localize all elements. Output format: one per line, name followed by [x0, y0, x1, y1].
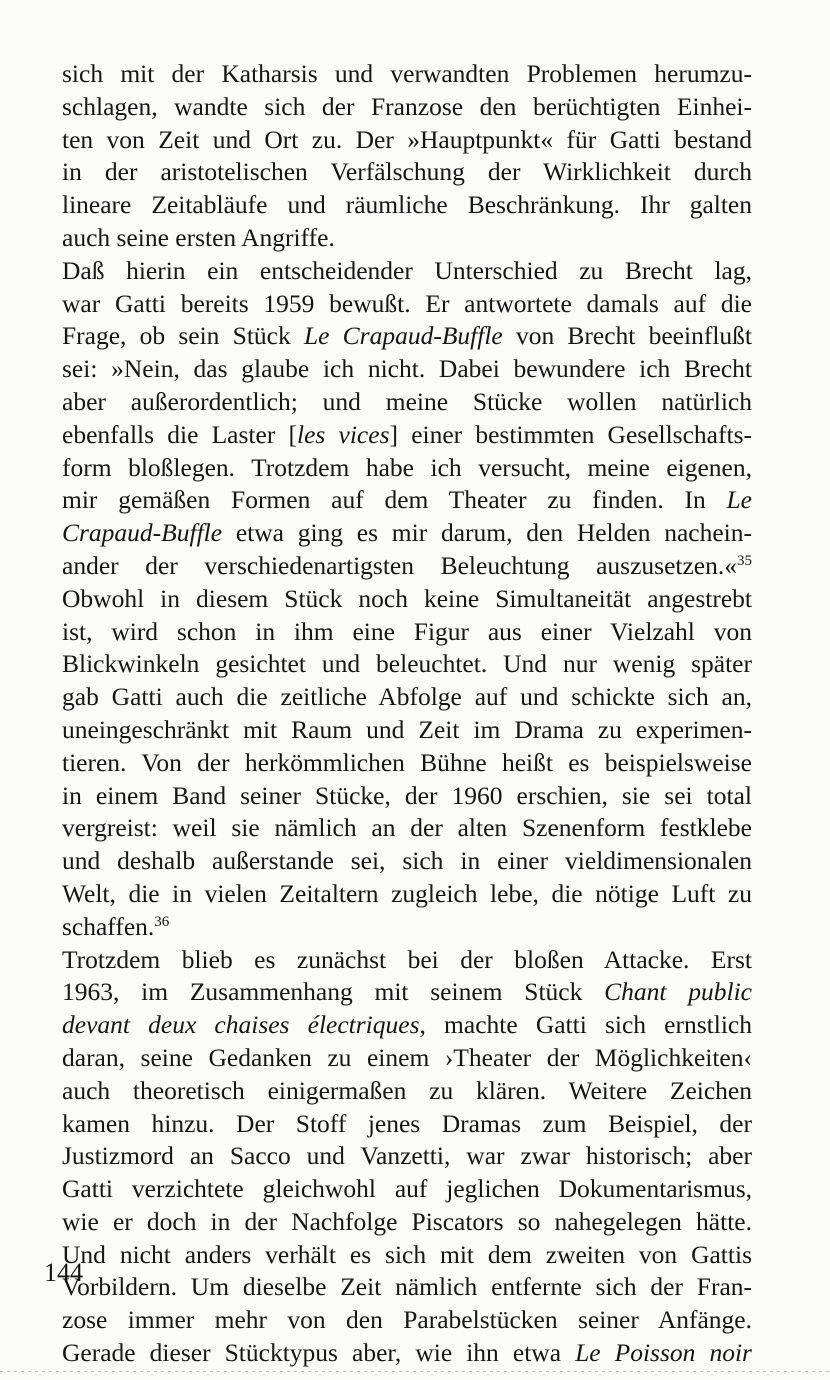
text-line: wie er doch in der Nachfolge Piscators so nahegelegen hätte.	[62, 1206, 752, 1236]
work-title: Le Poisson noir	[575, 1338, 752, 1368]
page-edge-divider	[0, 1371, 830, 1372]
text-line: gab Gatti auch die zeitliche Abfolge auf und schickte sich an,	[62, 682, 752, 712]
text-line: Vorbildern. Um dieselbe Zeit nämlich entfernte sich der Fran-	[62, 1272, 752, 1302]
text-line: Und nicht anders verhält es sich mit dem zweiten von Gattis	[62, 1239, 752, 1269]
text-line: Trotzdem blieb es zunächst bei der bloßen Attacke. Erst	[62, 944, 752, 974]
text-line	[62, 550, 752, 583]
text-run: 1963, im Zusammenhang mit seinem Stück	[62, 977, 605, 1007]
text-run: Frage, ob sein Stück	[62, 321, 304, 351]
work-title: Chant public	[604, 977, 752, 1007]
text-line: tieren. Von der herkömmlichen Bühne heißt es beispielsweise	[62, 747, 752, 777]
text-line: auch seine ersten Angriffe.	[62, 222, 335, 252]
page-number: 144	[44, 1258, 83, 1287]
text-run: ander der verschiedenartigsten Beleuchtung auszusetzen.«	[62, 550, 737, 580]
text-line	[62, 517, 752, 550]
text-line	[62, 976, 752, 1009]
text-run: , machte Gatti sich ernstlich	[419, 1010, 752, 1040]
text-line: Welt, die in vielen Zeitaltern zugleich lebe, die nötige Luft zu	[62, 878, 752, 908]
text-line: aber außerordentlich; und meine Stücke wollen natürlich	[62, 386, 752, 416]
text-line: Blickwinkeln gesichtet und beleuchtet. Und nur wenig später	[62, 649, 752, 679]
work-title: Le	[726, 485, 752, 515]
text-line: daran, seine Gedanken zu einem ›Theater der Möglichkeiten‹	[62, 1042, 752, 1072]
text-line: form bloßlegen. Trotzdem habe ich versucht, meine eigenen,	[62, 452, 752, 482]
text-line	[62, 419, 752, 452]
text-run: mir gemäßen Formen auf dem Theater zu finden. In	[62, 485, 727, 515]
text-line: und deshalb außerstande sei, sich in einer vieldimensionalen	[62, 846, 752, 876]
text-line: Gatti verzichtete gleichwohl auf jeglichen Dokumentarismus,	[62, 1174, 752, 1204]
text-line: ten von Zeit und Ort zu. Der »Hauptpunkt« für Gatti bestand	[62, 124, 752, 154]
text-line: in der aristotelischen Verfälschung der Wirklichkeit durch	[62, 157, 752, 187]
text-line: ist, wird schon in ihm eine Figur aus einer Vielzahl von	[62, 616, 752, 646]
text-line	[62, 1009, 752, 1042]
text-line: war Gatti bereits 1959 bewußt. Er antwortete damals auf die	[62, 288, 752, 318]
paragraph-2	[62, 255, 752, 944]
text-run: ebenfalls die Laster [	[62, 419, 297, 449]
text-run: schaffen.	[62, 911, 155, 941]
text-line: Justizmord an Sacco und Vanzetti, war zwar historisch; aber	[62, 1141, 752, 1171]
paragraph-3	[62, 944, 752, 1370]
paragraph-1	[62, 58, 752, 255]
text-line: Obwohl in diesem Stück noch keine Simultaneität angestrebt	[62, 583, 752, 613]
text-run: Gerade dieser Stücktypus aber, wie ihn etwa	[62, 1338, 576, 1368]
work-title: Crapaud-Buffle	[62, 518, 223, 548]
footnote-marker: 36	[154, 913, 170, 930]
text-line: sei: »Nein, das glaube ich nicht. Dabei bewundere ich Brecht	[62, 354, 752, 384]
text-line	[62, 911, 752, 944]
text-line: zose immer mehr von den Parabelstücken seiner Anfänge.	[62, 1305, 752, 1335]
text-line: schlagen, wandte sich der Franzose den berüchtigten Einhei-	[62, 91, 752, 121]
text-line: sich mit der Katharsis und verwandten Problemen herumzu-	[62, 59, 752, 88]
text-line: vergreist: weil sie nämlich an der alten Szenenform festklebe	[62, 813, 752, 843]
text-line	[62, 484, 752, 517]
text-run: von Brecht beeinflußt	[502, 321, 752, 351]
work-title: Le Crapaud-Buffle	[303, 321, 503, 351]
foreign-term: les vices	[297, 419, 390, 449]
text-line	[62, 320, 752, 353]
work-title: devant deux chaises électriques	[62, 1010, 420, 1040]
text-line: auch theoretisch einigermaßen zu klären. Weitere Zeichen	[62, 1075, 752, 1105]
footnote-marker: 35	[737, 552, 752, 569]
book-page-body	[62, 58, 752, 1370]
text-line: Daß hierin ein entscheidender Unterschied zu Brecht lag,	[62, 255, 752, 285]
text-run: etwa ging es mir darum, den Helden nachein-	[222, 518, 752, 548]
text-line: in einem Band seiner Stücke, der 1960 erschien, sie sei total	[62, 780, 752, 810]
text-line: uneingeschränkt mit Raum und Zeit im Drama zu experimen-	[62, 714, 752, 744]
text-line: kamen hinzu. Der Stoff jenes Dramas zum Beispiel, der	[62, 1108, 752, 1138]
text-line	[62, 1337, 752, 1370]
text-line: lineare Zeitabläufe und räumliche Beschränkung. Ihr galten	[62, 190, 752, 220]
text-run: ] einer bestimmten Gesellschafts-	[389, 419, 752, 449]
